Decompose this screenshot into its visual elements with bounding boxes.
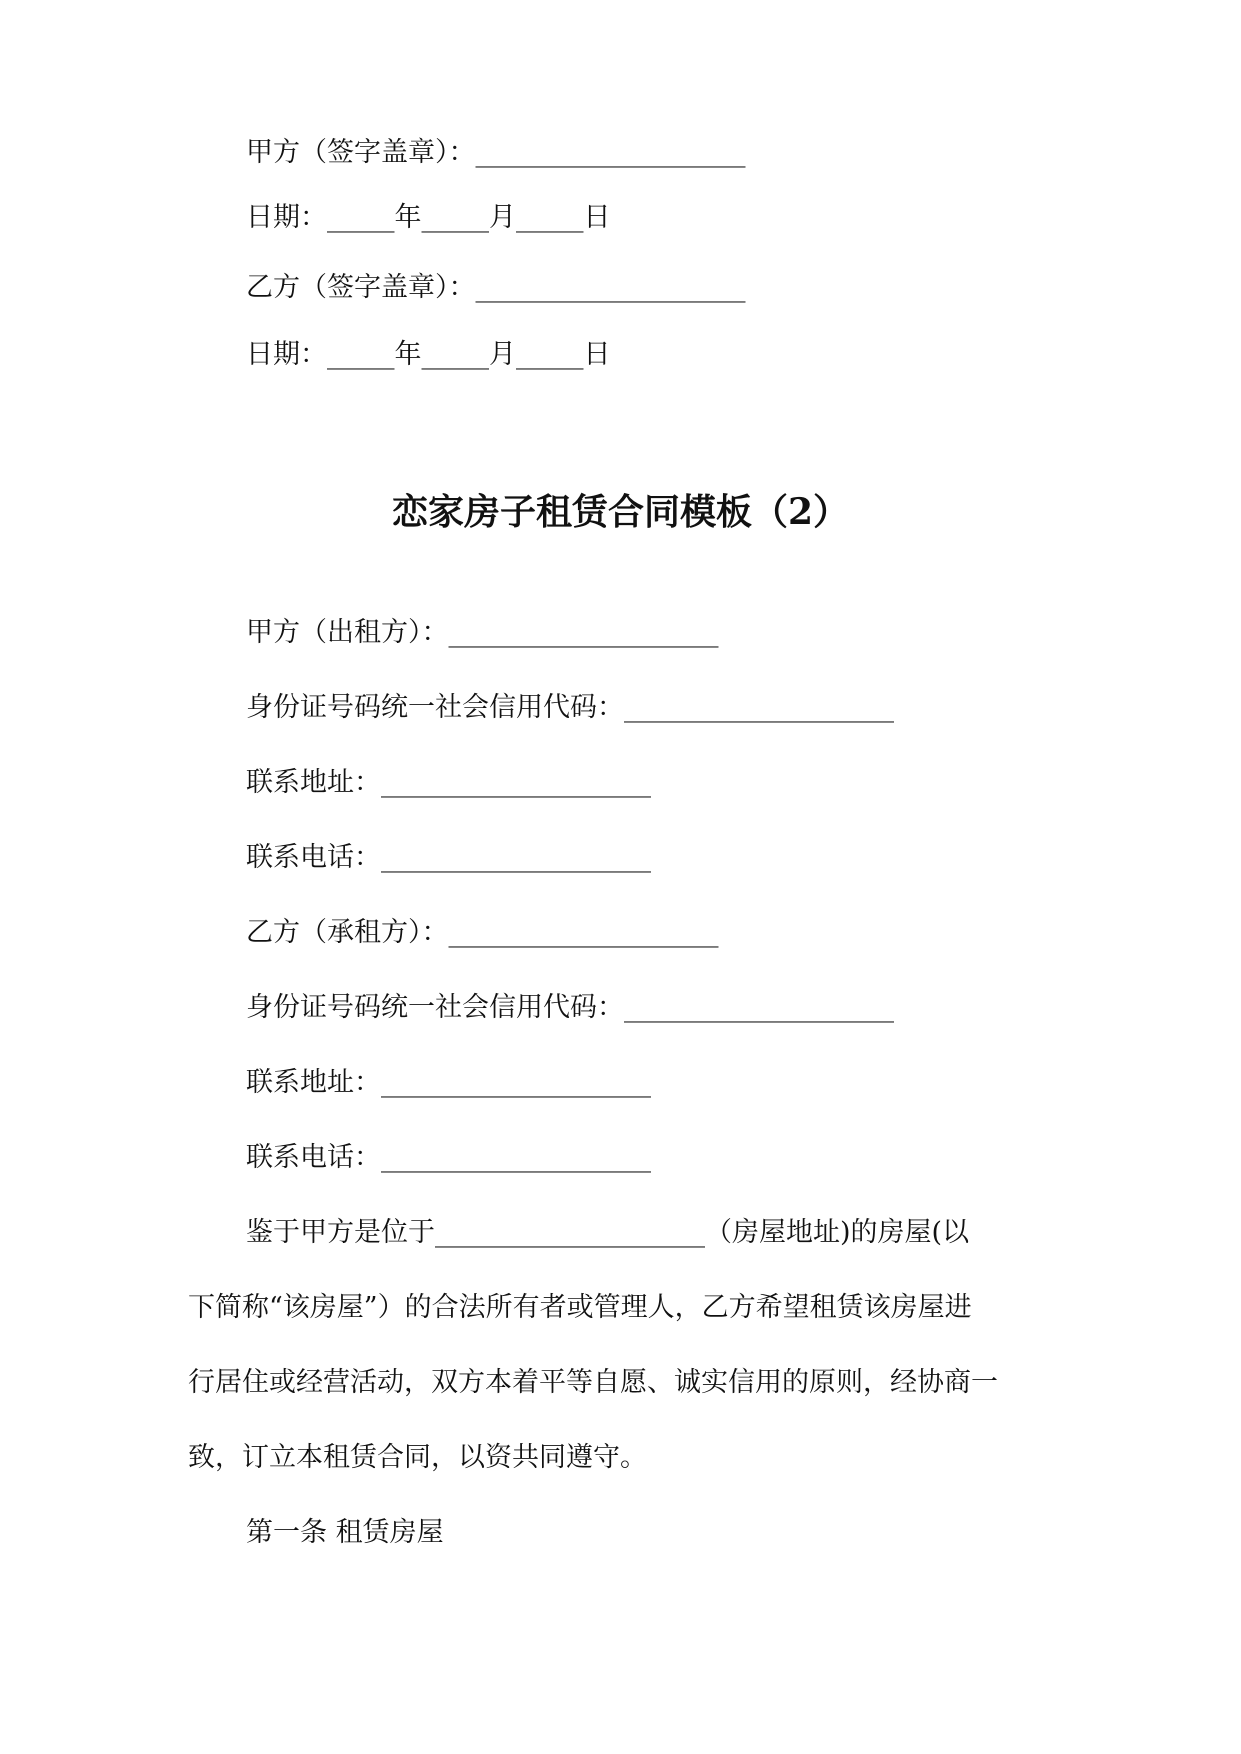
party-b-id-field: 身份证号码统一社会信用代码：____________________ [246,992,894,1023]
party-b-phone-field: 联系电话：____________________ [246,1142,651,1173]
preamble-line-2: 下简称“该房屋”）的合法所有者或管理人，乙方希望租赁该房屋进 [188,1292,972,1323]
party-a-address-field: 联系地址：____________________ [246,767,651,798]
party-a-date-line: 日期：_____年_____月_____日 [246,202,611,233]
preamble-line-1: 鉴于甲方是位于____________________（房屋地址)的房屋(以 [246,1217,970,1248]
party-a-phone-field: 联系电话：____________________ [246,842,651,873]
preamble-line-4: 致，订立本租赁合同，以资共同遵守。 [188,1442,647,1473]
party-b-lessee-field: 乙方（承租方）：____________________ [246,917,719,948]
party-a-lessor-field: 甲方（出租方）：____________________ [246,617,719,648]
party-b-date-line: 日期：_____年_____月_____日 [246,339,611,370]
document-title: 恋家房子租赁合同模板（2） [391,491,850,533]
preamble-line-3: 行居住或经营活动，双方本着平等自愿、诚实信用的原则，经协商一 [188,1367,998,1398]
party-b-address-field: 联系地址：____________________ [246,1067,651,1098]
article-1-heading: 第一条 租赁房屋 [246,1517,444,1548]
party-a-signature-line: 甲方（签字盖章）：____________________ [246,137,746,168]
party-a-id-field: 身份证号码统一社会信用代码：____________________ [246,692,894,723]
party-b-signature-line: 乙方（签字盖章）：____________________ [246,272,746,303]
